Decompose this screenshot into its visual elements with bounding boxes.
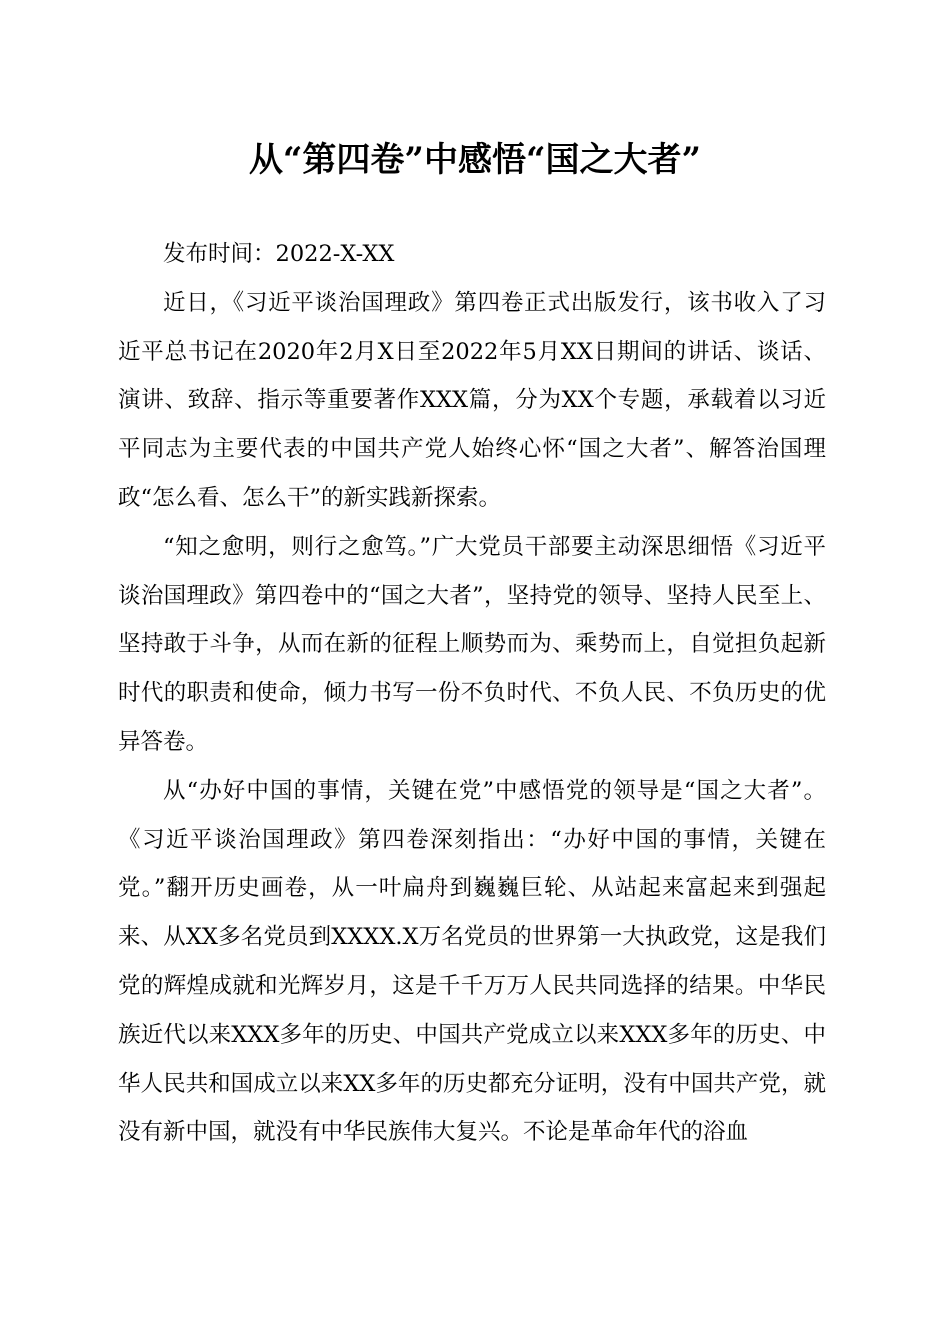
document-body: [118, 230, 826, 1157]
paragraph-2: “知之愈明，则行之愈笃。”广大党员干部要主动深思细悟《习近平谈治国理政》第四卷中的“国之大者”，坚持党的领导、坚持人民至上、坚持敢于斗争，从而在新的征程上顺势而为、乘势而上，自觉担负起新时代的职责和使命，倾力书写一份不负时代、不负人民、不负历史的优异答卷。: [118, 533, 826, 755]
paragraph-1: 近日，《习近平谈治国理政》第四卷正式出版发行，该书收入了习近平总书记在2020年2月X日至2022年5月XX日期间的讲话、谈话、演讲、致辞、指示等重要著作XXX篇，分为XX个专题，承载着以习近平同志为主要代表的中国共产党人始终心怀“国之大者”、解答治国理政“怎么看、怎么干”的新实践新探索。: [118, 289, 826, 511]
document-title: 从“第四卷”中感悟“国之大者”: [248, 140, 702, 180]
paragraph-3: 从“办好中国的事情，关键在党”中感悟党的领导是“国之大者”。《习近平谈治国理政》第四卷深刻指出：“办好中国的事情，关键在党。”翻开历史画卷，从一叶扁舟到巍巍巨轮、从站起来富起来到强起来、从XX多名党员到XXXX.X万名党员的世界第一大执政党，这是我们党的辉煌成就和光辉岁月，这是千千万万人民共同选择的结果。中华民族近代以来XXX多年的历史、中国共产党成立以来XXX多年的历史、中华人民共和国成立以来XX多年的历史都充分证明，没有中国共产党，就没有新中国，就没有中华民族伟大复兴。不论是革命年代的浴血: [118, 777, 826, 1146]
publish-date-line: 发布时间：2022-X-XX: [163, 241, 395, 267]
